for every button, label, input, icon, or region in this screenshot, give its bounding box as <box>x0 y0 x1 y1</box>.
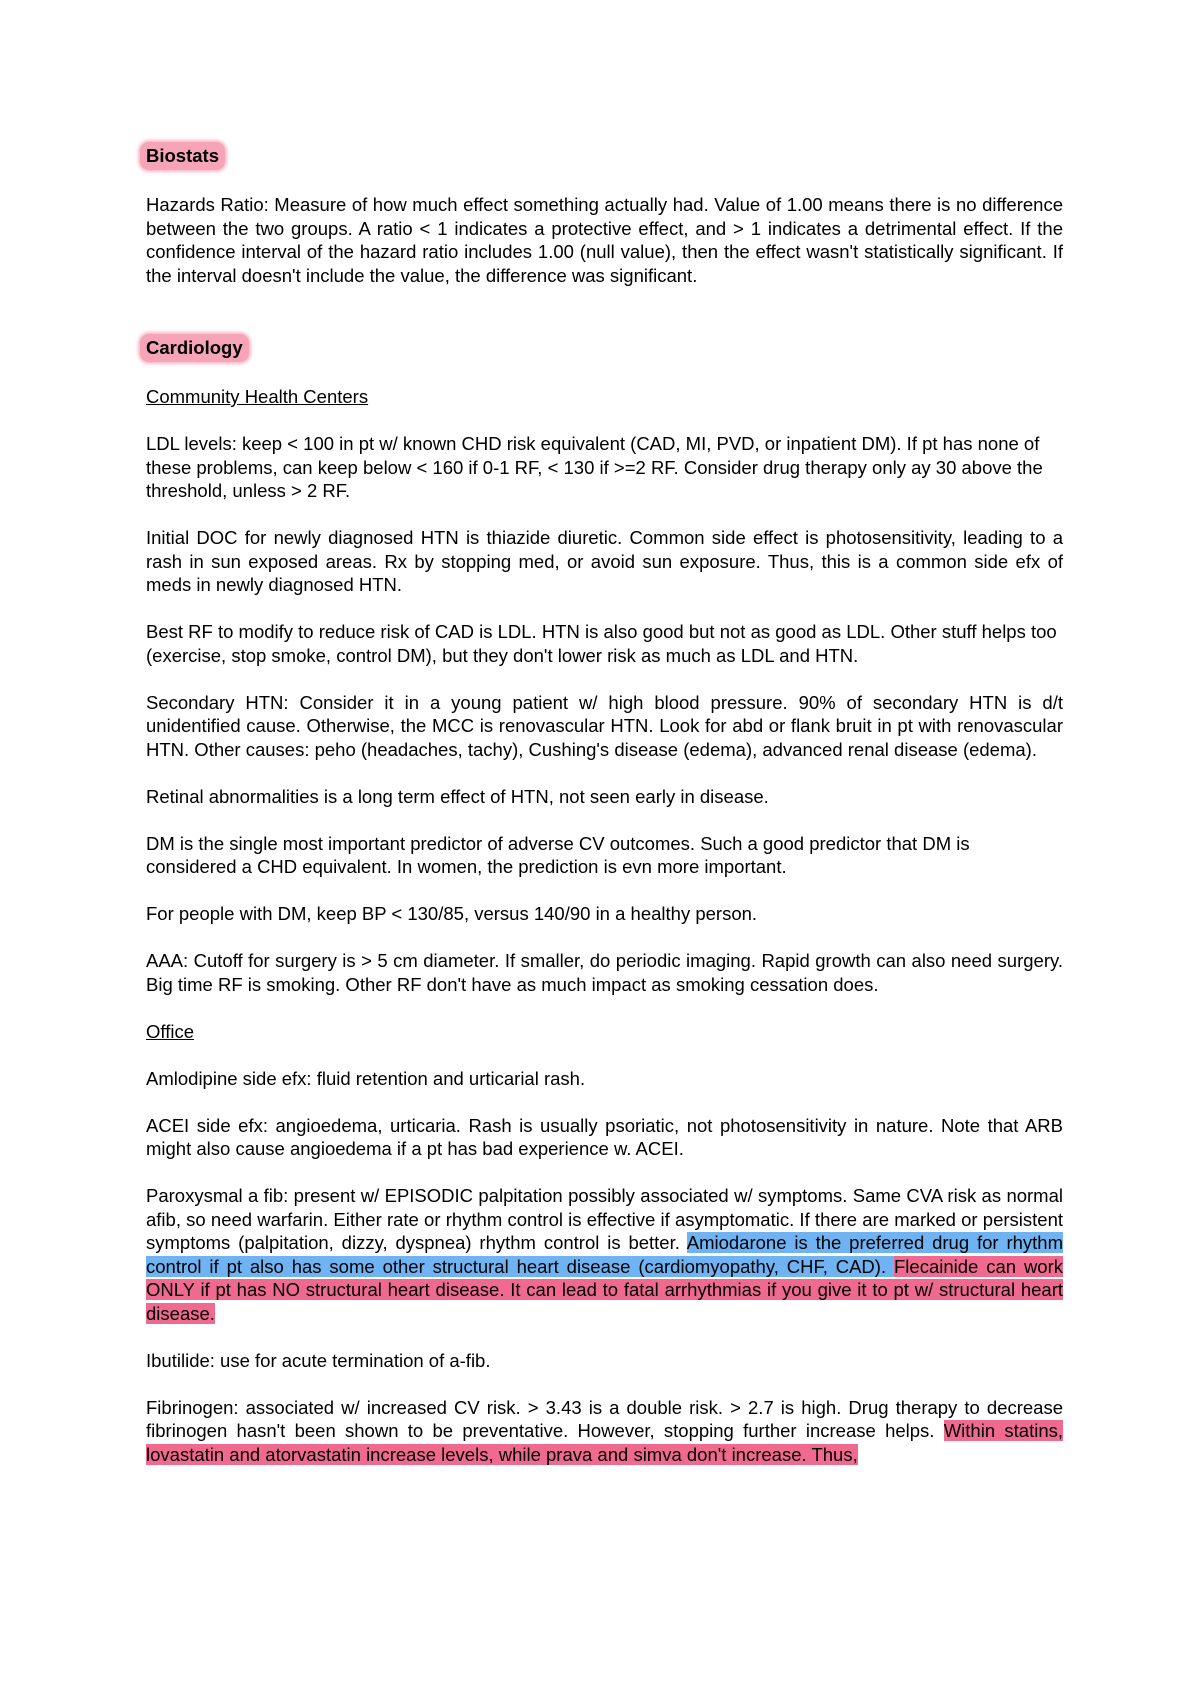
afib-text: Paroxysmal a fib: present w/ EPISODIC palpitation possibly associated w/ symptoms. Same CVA risk as normal afib, so need warfarin. Either rate or rhythm control is effective if asymptomatic. If there are marked or persistent symptoms (palpitation, dizzy, dyspnea) rhythm control is better. <box>146 1185 1063 1253</box>
afib-amiodarone-highlight: Amiodarone is the preferred drug for rhythm control if pt also has some other structural heart disease (cardiomyopathy, CHF, CAD). <box>146 1232 1063 1277</box>
document-content <box>146 142 1063 1466</box>
paragraph-acei: ACEI side efx: angioedema, urticaria. Rash is usually psoriatic, not photosensitivity in nature. Note that ARB might also cause angioedema if a pt has bad experience w. ACEI. <box>146 1114 1063 1159</box>
section-biostats <box>146 142 1063 287</box>
subheading-office: Office <box>146 1020 194 1042</box>
paragraph-amlodipine: Amlodipine side efx: fluid retention and urticarial rash. <box>146 1067 586 1089</box>
paragraph-initial-doc: Initial DOC for newly diagnosed HTN is thiazide diuretic. Common side effect is photosensitivity, leading to a rash in sun exposed areas. Rx by stopping med, or avoid sun exposure. Thus, this is a common side efx of meds in newly diagnosed HTN. <box>146 527 1063 595</box>
paragraph-ibutilide: Ibutilide: use for acute termination of a-fib. <box>146 1349 491 1371</box>
paragraph-retinal: Retinal abnormalities is a long term effect of HTN, not seen early in disease. <box>146 785 769 807</box>
paragraph-paroxysmal-afib <box>146 1184 1063 1325</box>
paragraph-fibrinogen <box>146 1396 1063 1467</box>
fibrinogen-text: Fibrinogen: associated w/ increased CV risk. > 3.43 is a double risk. > 2.7 is high. Drug therapy to decrease fibrinogen hasn't been shown to be preventative. However, stopping further increase helps. <box>146 1396 1063 1441</box>
paragraph-hazards-ratio: Hazards Ratio: Measure of how much effect something actually had. Value of 1.00 means there is no difference between the two groups. A ratio < 1 indicates a protective effect, and > 1 indicates a detrimental effect. If the confidence interval of the hazard ratio includes 1.00 (null value), then the effect wasn't statistically significant. If the interval doesn't include the value, the difference was significant. <box>146 194 1063 286</box>
paragraph-secondary-htn: Secondary HTN: Consider it in a young patient w/ high blood pressure. 90% of secondary HTN is d/t unidentified cause. Otherwise, the MCC is renovascular HTN. Look for abd or flank bruit in pt with renovascular HTN. Other causes: peho (headaches, tachy), Cushing's disease (edema), advanced renal disease (edema). <box>146 691 1063 760</box>
afib-flecainide-highlight: Flecainide can work ONLY if pt has NO structural heart disease. It can lead to fatal arrhythmias if you give it to pt w/ structural heart disease. <box>146 1255 1063 1324</box>
paragraph-dm-bp: For people with DM, keep BP < 130/85, versus 140/90 in a healthy person. <box>146 903 758 924</box>
subheading-community-health-centers: Community Health Centers <box>146 386 369 407</box>
section-cardiology <box>146 334 1063 1466</box>
paragraph-best-rf: Best RF to modify to reduce risk of CAD is LDL. HTN is also good but not as good as LDL. Other stuff helps too (exercise, stop smoke, control DM), but they don't lower risk as much as LDL and HTN. <box>146 621 1057 666</box>
paragraph-aaa: AAA: Cutoff for surgery is > 5 cm diameter. If smaller, do periodic imaging. Rapid growth can also need surgery. Big time RF is smoking. Other RF don't have as much impact as smoking cessation does. <box>146 950 1063 995</box>
paragraph-ldl-levels: LDL levels: keep < 100 in pt w/ known CHD risk equivalent (CAD, MI, PVD, or inpatient DM). If pt has none of these problems, can keep below < 160 if 0-1 RF, < 130 if >=2 RF. Consider drug therapy only ay 30 above the threshold, unless > 2 RF. <box>146 433 1043 501</box>
heading-cardiology: Cardiology <box>140 334 249 362</box>
heading-biostats: Biostats <box>140 142 225 170</box>
fibrinogen-statins-highlight: Within statins, lovastatin and atorvastatin increase levels, while prava and simva don't increase. Thus, <box>146 1420 1063 1465</box>
paragraph-dm-predictor: DM is the single most important predictor of adverse CV outcomes. Such a good predictor that DM is considered a CHD equivalent. In women, the prediction is evn more important. <box>146 832 970 877</box>
